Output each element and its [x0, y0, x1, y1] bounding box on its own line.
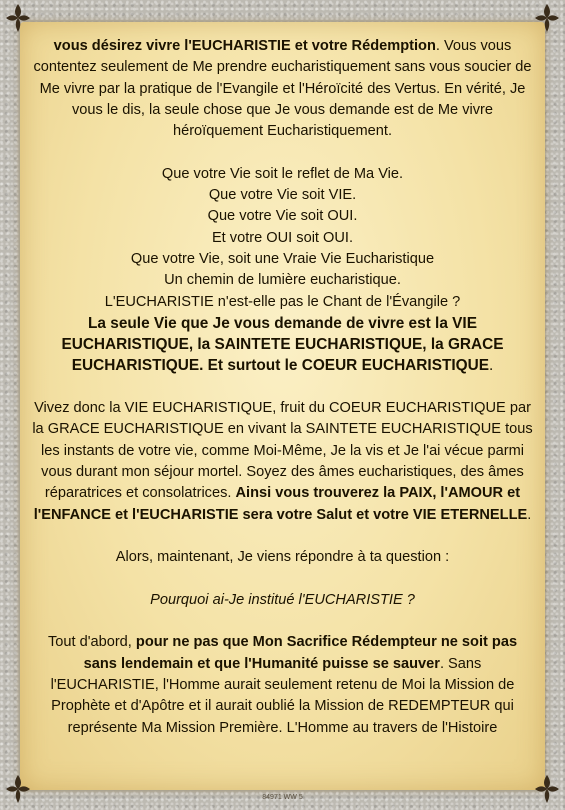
paragraph-4-bold: pour ne pas que Mon Sacrifice Rédempteur ne soit pas sans lendemain et que l'Humanité puisse se sauver	[83, 634, 518, 672]
stanza-line: Que votre Vie, soit une Vraie Vie Eucharistique	[130, 250, 435, 267]
stanza-line: Que votre Vie soit le reflet de Ma Vie.	[161, 165, 404, 182]
document-text	[30, 36, 535, 760]
fleur-de-lis-icon-top-right	[531, 2, 563, 34]
stanza-line: L'EUCHARISTIE n'est-elle pas le Chant de l'Évangile ?	[104, 293, 461, 310]
stanza-line: Que votre Vie soit VIE.	[208, 187, 357, 204]
stanza-line: Que votre Vie soit OUI.	[207, 208, 358, 225]
stanza	[30, 164, 535, 313]
stanza-bold-paragraph	[30, 313, 535, 377]
paragraph-2-bold: Ainsi vous trouverez la PAIX, l'AMOUR et l'ENFANCE et l'EUCHARISTIE sera votre Salut et votre VIE ETERNELLE	[33, 485, 528, 523]
stanza-bold-end: .	[489, 357, 494, 375]
paragraph-4-start: Tout d'abord,	[47, 634, 136, 651]
footer-code: 84971 WW 5	[262, 794, 303, 801]
stanza-line: Un chemin de lumière eucharistique.	[164, 272, 401, 289]
paragraph-3: Alors, maintenant, Je viens répondre à ta question :	[115, 549, 450, 566]
fleur-de-lis-icon-top-left	[2, 2, 34, 34]
paragraph-2	[30, 398, 535, 526]
paragraph-4	[30, 632, 535, 738]
paragraph-1	[30, 36, 535, 142]
paragraph-4-rest: . Sans l'EUCHARISTIE, l'Homme aurait seulement retenu de Moi la Mission de Prophète et d'Apôtre et il aurait oublié la Mission de REDEMPTEUR qui représente Ma Mission Première. L'Homme au travers de l'Histoire	[50, 655, 515, 736]
paragraph-2-end: .	[527, 506, 532, 523]
paragraph-1-rest: . Vous vous contentez seulement de Me prendre eucharistiquement sans vous soucier de Me vivre par la pratique de l'Evangile et l'Héroïcité des Vertus. En vérité, Je vous le dis, la seule chose que Je vous demande est de Me vivre héroïquement Eucharistiquement.	[33, 38, 532, 140]
question-heading: Pourquoi ai-Je institué l'EUCHARISTIE ?	[150, 591, 415, 608]
paragraph-2-normal: Vivez donc la VIE EUCHARISTIQUE, fruit du COEUR EUCHARISTIQUE par la GRACE EUCHARISTIQUE en vivant la SAINTETE EUCHARISTIQUE tous les instants de votre vie, comme Moi-Même, Je la vis et Je l'ai vécue parmi vous durant mon séjour mortel. Soyez des âmes eucharistiques, des âmes réparatrices et consolatrices.	[32, 400, 533, 502]
stanza-line: Et votre OUI soit OUI.	[211, 229, 354, 246]
stanza-bold-text: La seule Vie que Je vous demande de vivre est la VIE EUCHARISTIQUE, la SAINTETE EUCHARISTIQUE, la GRACE EUCHARISTIQUE. Et surtout le COEUR EUCHARISTIQUE	[61, 314, 504, 375]
paragraph-1-bold: vous désirez vivre l'EUCHARISTIE et votre Rédemption	[53, 38, 436, 54]
